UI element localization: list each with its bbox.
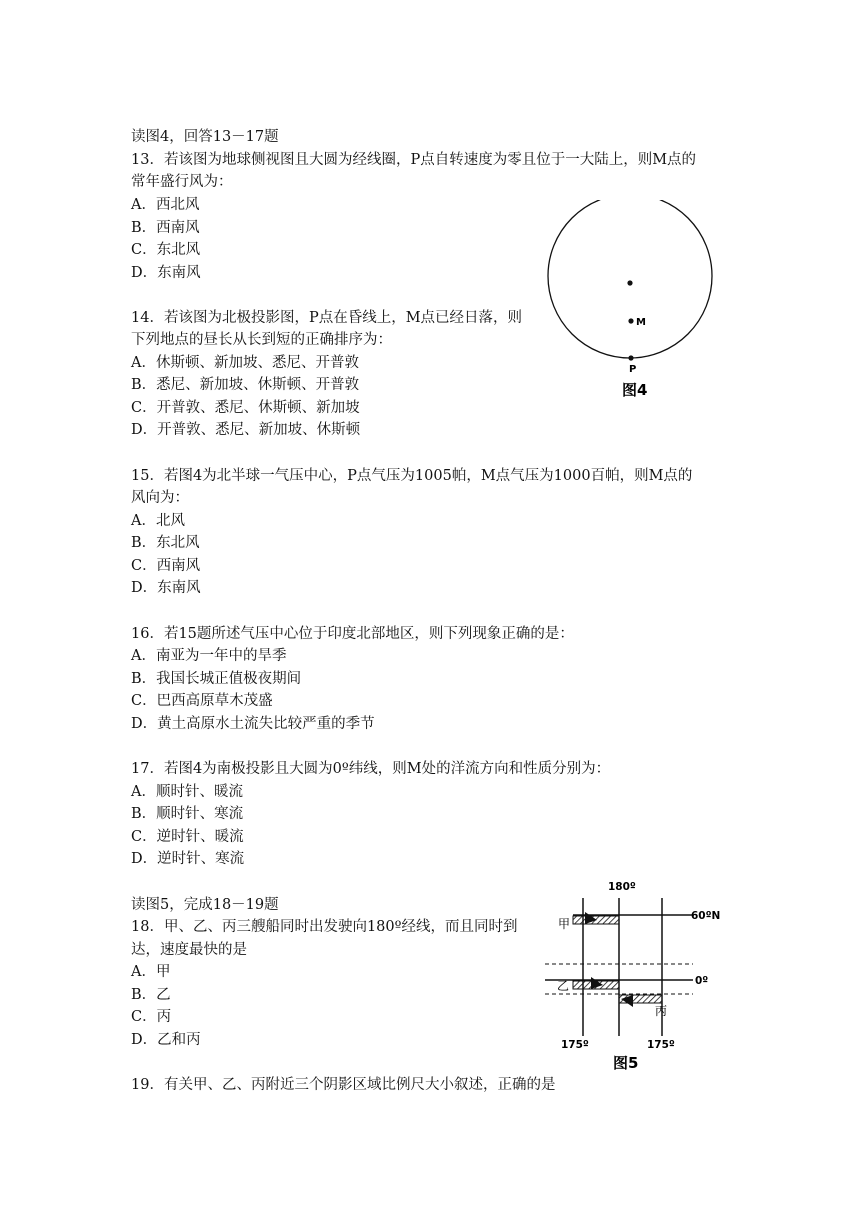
label-m: M [636, 317, 646, 328]
q15-option-d: D．东南风 [131, 580, 201, 596]
q18-option-b: B．乙 [131, 987, 171, 1003]
center-point [627, 280, 632, 285]
q17-option-b: B．顺时针、寒流 [131, 806, 244, 822]
q16-option-b: B．我国长城正值极夜期间 [131, 671, 302, 687]
point-m [628, 318, 633, 323]
q14-stem-cont: 下列地点的昼长从长到短的正确排序为： [131, 332, 392, 348]
figure-4-caption: 图4 [622, 381, 648, 399]
label-180: 180º [608, 881, 636, 893]
section-intro: 读图4，回答13－17题 [131, 129, 279, 145]
q13-stem: 13．若该图为地球侧视图且大圆为经线圈，P点自转速度为零且位于一大陆上，则M点的 [131, 152, 697, 168]
label-p: P [629, 364, 637, 375]
q19-stem: 19．有关甲、乙、丙附近三个阴影区域比例尺大小叙述，正确的是 [131, 1077, 556, 1093]
q13-option-b: B．西南风 [131, 220, 200, 236]
figure-4 [540, 200, 725, 400]
q17-stem: 17．若图4为南极投影且大圆为0º纬线，则M处的洋流方向和性质分别为： [131, 761, 611, 777]
q15-option-b: B．东北风 [131, 535, 200, 551]
q13-option-d: D．东南风 [131, 265, 201, 281]
q16-option-d: D．黄土高原水土流失比较严重的季节 [131, 716, 375, 732]
q14-option-d: D．开普敦、悉尼、新加坡、休斯顿 [131, 422, 361, 438]
q18-option-d: D．乙和丙 [131, 1032, 201, 1048]
label-60n: 60ºN [691, 910, 721, 922]
section-intro-2: 读图5，完成18－19题 [131, 897, 279, 913]
q17-option-d: D．逆时针、寒流 [131, 851, 245, 867]
q17-option-a: A．顺时针、暖流 [131, 784, 243, 800]
point-p [628, 355, 633, 360]
label-0: 0º [695, 975, 709, 987]
q18-option-c: C．丙 [131, 1009, 172, 1025]
figure-5-caption: 图5 [613, 1054, 639, 1072]
q16-option-a: A．南亚为一年中的旱季 [131, 648, 287, 664]
label-ship-c: 丙 [655, 1004, 668, 1018]
q13-stem-cont: 常年盛行风为： [131, 174, 233, 190]
label-ship-b: 乙 [557, 979, 570, 993]
figure-5 [535, 878, 735, 1073]
q14-stem: 14．若该图为北极投影图，P点在昏线上，M点已经日落，则 [131, 310, 523, 326]
q18-stem: 18．甲、乙、丙三艘船同时出发驶向180º经线，而且同时到 [131, 919, 518, 935]
q15-option-a: A．北风 [131, 513, 185, 529]
q18-stem-cont: 达，速度最快的是 [131, 942, 247, 958]
q14-option-c: C．开普敦、悉尼、休斯顿、新加坡 [131, 400, 360, 416]
q14-option-b: B．悉尼、新加坡、休斯顿、开普敦 [131, 377, 360, 393]
q16-option-c: C．巴西高原草木茂盛 [131, 693, 273, 709]
q13-option-a: A．西北风 [131, 197, 200, 213]
label-175-left: 175º [561, 1039, 589, 1051]
label-175-right: 175º [647, 1039, 675, 1051]
q15-option-c: C．西南风 [131, 558, 201, 574]
q13-option-c: C．东北风 [131, 242, 201, 258]
q16-stem: 16．若15题所述气压中心位于印度北部地区，则下列现象正确的是： [131, 626, 574, 642]
q15-stem: 15．若图4为北半球一气压中心，P点气压为1005帕，M点气压为1000百帕，则M点的 [131, 468, 693, 484]
label-ship-a: 甲 [558, 917, 571, 931]
q14-option-a: A．休斯顿、新加坡、悉尼、开普敦 [131, 355, 359, 371]
great-circle [548, 200, 712, 358]
q17-option-c: C．逆时针、暖流 [131, 829, 244, 845]
q18-option-a: A．甲 [131, 964, 171, 980]
q15-stem-cont: 风向为： [131, 490, 189, 506]
